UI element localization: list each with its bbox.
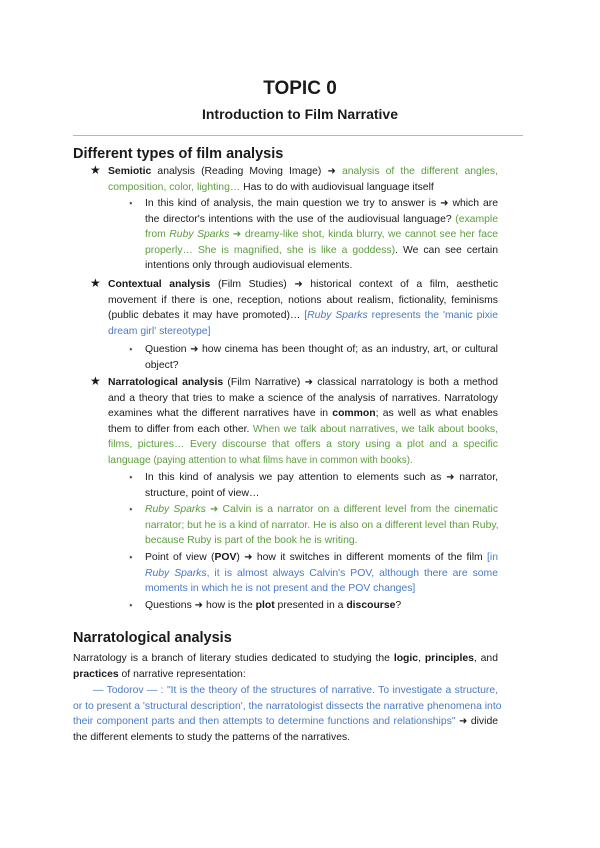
arrow-icon: ➜	[294, 279, 303, 290]
semiotic-paragraph: Semiotic analysis (Reading Moving Image) ➜ analysis of the different angles, composition, color, lighting… Has to do with audiovisual language itself	[108, 166, 498, 193]
narratology-definition-paragraph: Narratology is a branch of literary studies dedicated to studying the logic, principles, and practices of narrative representation:	[73, 653, 498, 680]
small-star-bullet-icon: ⋆	[128, 472, 134, 482]
semiotic-term: Semiotic	[108, 166, 152, 177]
narratological-sub-4: Questions ➜ how is the plot presented in a discourse?	[145, 600, 402, 611]
arrow-icon: ➜	[304, 377, 314, 388]
arrow-icon: ➜	[459, 716, 468, 728]
section-heading-narratological-analysis: Narratological analysis	[73, 630, 232, 646]
arrow-icon: ➜	[194, 600, 204, 611]
page-title: TOPIC 0	[263, 78, 337, 99]
narratological-sub-1: In this kind of analysis we pay attention to elements such as ➜ narrator, structure, point of view…	[145, 472, 498, 499]
contextual-sub-paragraph: Question ➜ how cinema has been thought of; as an industry, art, or cultural object?	[145, 344, 498, 371]
arrow-icon: ➜	[209, 504, 219, 515]
narratological-term: Narratological analysis	[108, 377, 224, 388]
contextual-term: Contextual analysis	[108, 279, 211, 290]
arrow-icon: ➜	[190, 344, 199, 355]
narratological-sub-3: Point of view (POV) ➜ how it switches in different moments of the film [in Ruby Sparks, it is almost always Calvin's POV, although there are some moments in which he is not present and the POV changes]	[145, 552, 498, 595]
contextual-paragraph: Contextual analysis (Film Studies) ➜ historical context of a film, aesthetic movement if there is one, reception, notions about realism, fictionality, feminisms (public debates it may have promoted)… [Ruby Sparks represents the 'manic pixie dream girl' stereotype]	[108, 279, 499, 337]
todorov-quote-paragraph: — Todorov — : "It is the theory of the structures of narrative. To investigate a structure, or to present a 'structural description', the narratologist dissects the narrative phenomena into their component parts and then attempts to determine functions and relationships" ➜ divide the different elements to study the patterns of the narratives.	[73, 685, 502, 743]
arrow-icon: ➜	[327, 166, 336, 177]
star-bullet-icon: ★	[90, 276, 101, 290]
section-heading-film-analysis: Different types of film analysis	[73, 146, 284, 162]
arrow-icon: ➜	[244, 552, 253, 563]
semiotic-sub-paragraph: In this kind of analysis, the main question we try to answer is ➜ which are the director's intentions with the use of the audiovisual language? (example from Ruby Sparks ➜ dreamy-like shot, kinda blurry, we cannot see her face properly… She is magnified, she is like a goddess). We can see certain intentions only through audiovisual elements.	[145, 198, 499, 272]
narratological-sub-2: Ruby Sparks ➜ Calvin is a narrator on a different level from the cinematic narrator; but he is a kind of narrator. He is also on a different level than Ruby, because Ruby is part of the book he is writing.	[145, 504, 499, 547]
small-star-bullet-icon: ⋆	[128, 552, 134, 562]
small-star-bullet-icon: ⋆	[128, 198, 134, 208]
arrow-icon: ➜	[446, 472, 455, 483]
star-bullet-icon: ★	[90, 374, 101, 388]
small-star-bullet-icon: ⋆	[128, 504, 134, 514]
arrow-icon: ➜	[232, 229, 242, 241]
narratological-paragraph: Narratological analysis (Film Narrative) ➜ classical narratology is both a method and a theory that tries to make a science of the analysis of narratives. Narratology examines what the different narratives have in common; as well as what enables them to differ from each other. When we talk about narratives, we talk about books, films, pictures… Every discourse that offers a story using a plot and a specific language (paying attention to what films have in common with books).	[108, 377, 499, 466]
star-bullet-icon: ★	[90, 163, 101, 177]
page-subtitle: Introduction to Film Narrative	[201, 106, 398, 122]
arrow-icon: ➜	[440, 198, 449, 209]
small-star-bullet-icon: ⋆	[128, 344, 134, 354]
small-star-bullet-icon: ⋆	[128, 600, 134, 610]
title-divider	[73, 135, 523, 136]
